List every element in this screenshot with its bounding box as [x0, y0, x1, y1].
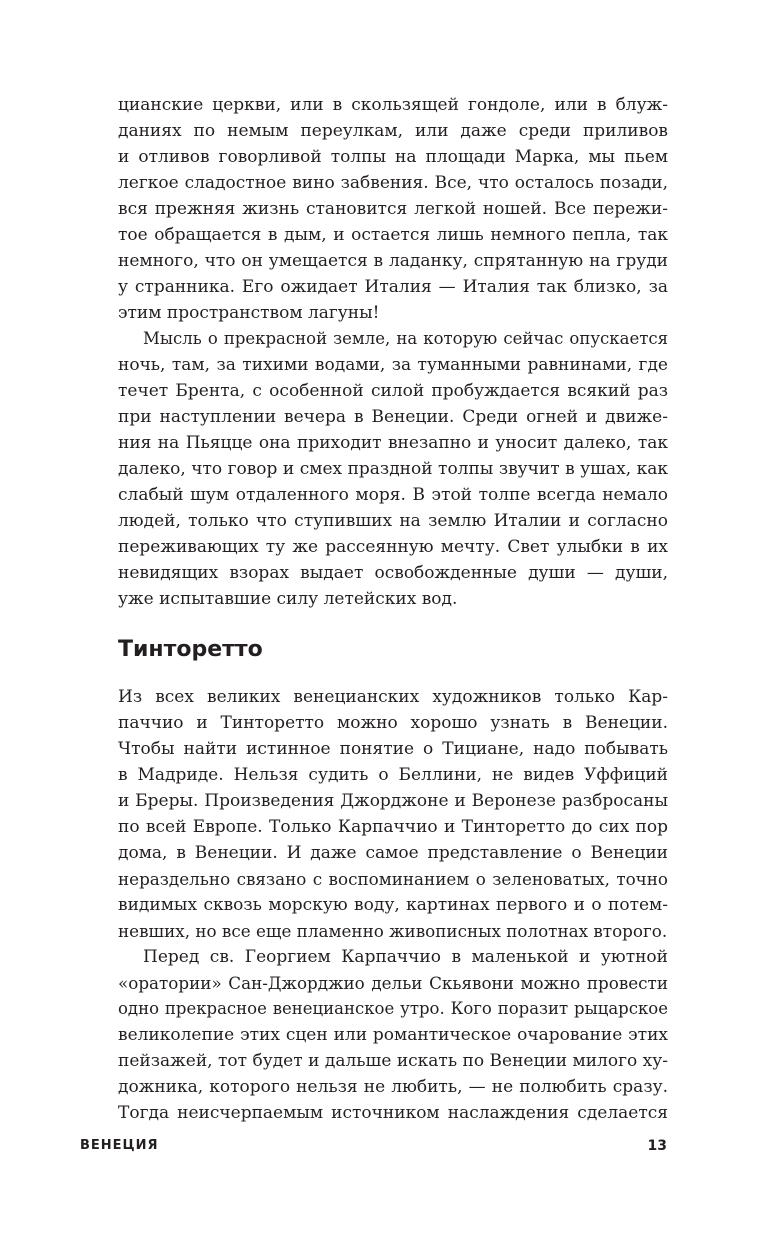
text-line: дожника, которого нельзя не любить, — не полюбить сразу.	[118, 1077, 668, 1097]
text-line: невших, но все еще пламенно живописных полотнах второго.	[118, 921, 668, 941]
text-line: даниях по немым переулкам, или даже среди приливов	[118, 121, 668, 141]
text-line: ночь, там, за тихими водами, за туманными равнинами, где	[118, 355, 668, 375]
text-line: ния на Пьяцце она приходит внезапно и уносит далеко, так	[118, 433, 668, 453]
page-number: 13	[647, 1138, 667, 1154]
text-line: Мысль о прекрасной земле, на которую сейчас опускается	[143, 329, 668, 348]
text-line: Перед св. Георгием Карпаччио в маленькой и уютной	[143, 947, 668, 967]
text-line: нераздельно связано с воспоминанием о зеленоватых, точно	[118, 869, 668, 889]
text-line: Чтобы найти истинное понятие о Тициане, надо побывать	[118, 739, 668, 759]
text-line: паччио и Тинторетто можно хорошо узнать в Венеции.	[118, 713, 668, 733]
text-line: при наступлении вечера в Венеции. Среди огней и движе-	[118, 407, 668, 427]
text-line: цианские церкви, или в скользящей гондоле, или в блуж-	[118, 95, 668, 115]
text-line: пейзажей, тот будет и дальше искать по Венеции милого ху-	[118, 1051, 668, 1071]
text-line: невидящих взорах выдает освобожденные души — души,	[118, 563, 668, 583]
text-line: этим пространством лагуны!	[118, 303, 380, 323]
text-line: тое обращается в дым, и остается лишь немного пепла, так	[118, 225, 668, 245]
text-line: у странника. Его ожидает Италия — Италия так близко, за	[118, 277, 668, 297]
text-line: вся прежняя жизнь становится легкой ношей. Все пережи-	[118, 199, 668, 219]
text-line: уже испытавшие силу летейских вод.	[118, 589, 458, 609]
text-line: слабый шум отдаленного моря. В этой толпе всегда немало	[118, 485, 668, 505]
text-line: дома, в Венеции. И даже самое представление о Венеции	[118, 843, 668, 863]
text-line: течет Брента, с особенной силой пробуждается всякий раз	[118, 381, 668, 401]
text-line: видимых сквозь морскую воду, картинах первого и о потем-	[118, 895, 668, 915]
text-line: и Бреры. Произведения Джорджоне и Веронезе разбросаны	[118, 791, 668, 811]
text-line: по всей Европе. Только Карпаччио и Тинторетто до сих пор	[118, 817, 668, 837]
text-line: «оратории» Сан-Джорджио дельи Скьявони можно провести	[118, 973, 668, 993]
running-title: ВЕНЕЦИЯ	[80, 1138, 159, 1153]
text-line: немного, что он умещается в ладанку, спрятанную на груди	[118, 251, 668, 271]
text-line: переживающих ту же рассеянную мечту. Свет улыбки в их	[118, 537, 668, 557]
text-line: в Мадриде. Нельзя судить о Беллини, не видев Уффиций	[118, 765, 668, 785]
section-heading: Тинторетто	[118, 637, 263, 662]
text-line: великолепие этих сцен или романтическое очарование этих	[118, 1025, 668, 1045]
text-line: Из всех великих венецианских художников только Кар-	[118, 687, 668, 707]
text-line: далеко, что говор и смех праздной толпы звучит в ушах, как	[118, 459, 668, 479]
text-line: Тогда неисчерпаемым источником наслаждения сделается	[118, 1103, 668, 1123]
text-line: и отливов говорливой толпы на площади Марка, мы пьем	[118, 147, 668, 167]
text-line: людей, только что ступивших на землю Италии и согласно	[118, 511, 668, 531]
text-line: легкое сладостное вино забвения. Все, что осталось позади,	[118, 173, 668, 193]
text-line: одно прекрасное венецианское утро. Кого поразит рыцарское	[118, 999, 668, 1018]
